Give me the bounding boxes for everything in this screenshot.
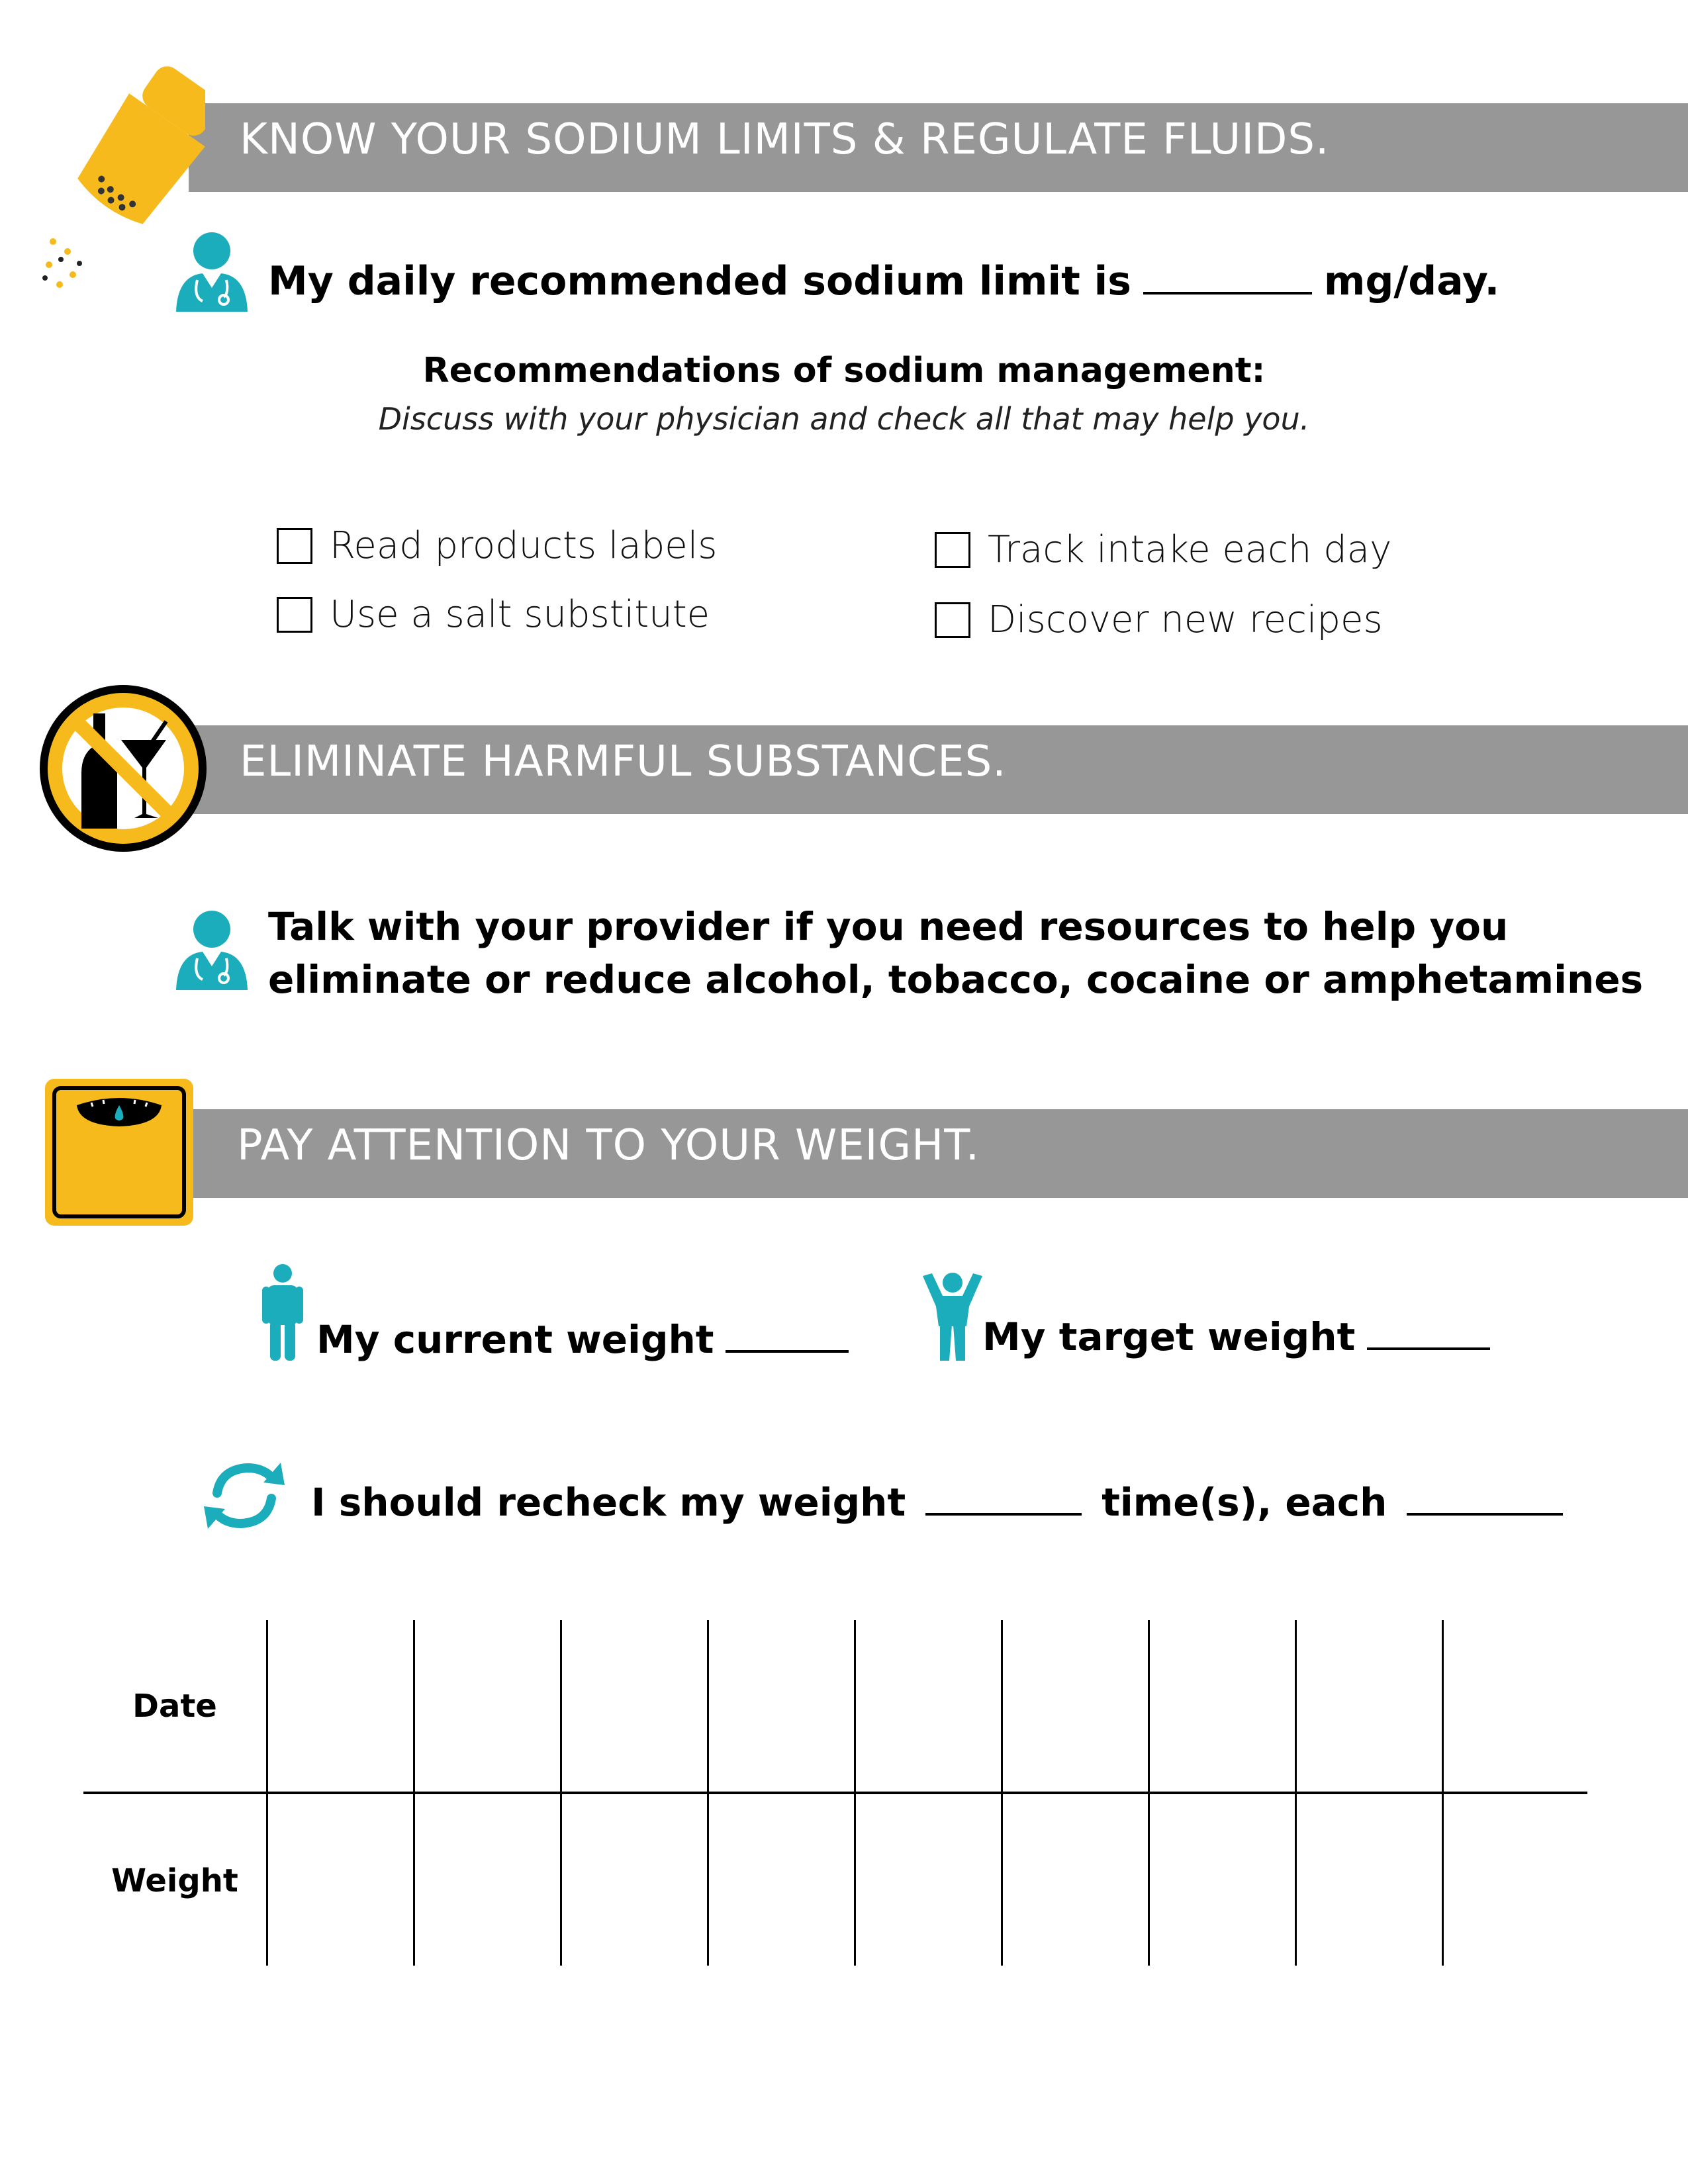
sodium-limit-line <box>268 258 1499 304</box>
person-standing-icon <box>259 1263 306 1362</box>
recommendations-title: Recommendations of sodium management: <box>422 351 1266 390</box>
table-column-divider <box>266 1620 268 1966</box>
table-horizontal-divider <box>83 1792 1587 1794</box>
checkbox[interactable] <box>935 532 970 568</box>
person-cheering-icon <box>916 1271 989 1363</box>
sodium-limit-blank[interactable] <box>1143 292 1312 295</box>
table-column-divider <box>1442 1620 1444 1966</box>
checkbox[interactable] <box>277 597 312 633</box>
weight-section-title: PAY ATTENTION TO YOUR WEIGHT. <box>237 1121 980 1170</box>
table-column-divider <box>707 1620 709 1966</box>
checkbox[interactable] <box>277 528 312 564</box>
recheck-middle: time(s), each <box>1102 1480 1387 1525</box>
table-row-label-weight: Weight <box>111 1862 238 1899</box>
target-weight-blank[interactable] <box>1367 1347 1490 1350</box>
doctor-icon <box>173 907 250 993</box>
checklist-item-track-intake[interactable] <box>935 528 1391 571</box>
table-column-divider <box>1148 1620 1150 1966</box>
current-weight-line <box>316 1317 861 1362</box>
table-column-divider <box>854 1620 856 1966</box>
recheck-prefix: I should recheck my weight <box>311 1480 906 1525</box>
recommendations-subtitle: Discuss with your physician and check all that may help you. <box>378 401 1310 437</box>
recheck-interval-blank[interactable] <box>1407 1513 1563 1516</box>
checklist-item-new-recipes[interactable] <box>935 598 1383 641</box>
recheck-times-blank[interactable] <box>925 1513 1082 1516</box>
sodium-limit-suffix: mg/day. <box>1323 258 1500 304</box>
table-row-label-date: Date <box>132 1688 217 1725</box>
target-weight-line <box>982 1314 1502 1359</box>
recheck-weight-line <box>311 1480 1583 1525</box>
table-column-divider <box>1001 1620 1003 1966</box>
table-column-divider <box>560 1620 562 1966</box>
current-weight-label: My current weight <box>316 1317 714 1362</box>
no-alcohol-icon <box>36 682 210 855</box>
sodium-section-title: KNOW YOUR SODIUM LIMITS & REGULATE FLUIDS. <box>240 115 1330 164</box>
provider-talk-line-1: Talk with your provider if you need resources to help you <box>268 904 1509 949</box>
substances-section-title: ELIMINATE HARMFUL SUBSTANCES. <box>240 737 1007 786</box>
target-weight-label: My target weight <box>982 1314 1356 1359</box>
provider-talk-text <box>268 900 1643 1006</box>
checklist-label: Discover new recipes <box>988 598 1383 641</box>
checklist-item-salt-substitute[interactable] <box>277 593 710 636</box>
table-column-divider <box>413 1620 415 1966</box>
checkbox[interactable] <box>935 602 970 638</box>
sodium-limit-prefix: My daily recommended sodium limit is <box>268 258 1131 304</box>
checklist-label: Track intake each day <box>988 528 1392 571</box>
checklist-item-read-labels[interactable] <box>277 524 717 567</box>
scale-icon <box>42 1076 196 1228</box>
doctor-icon <box>173 228 250 314</box>
checklist-label: Read products labels <box>330 524 718 567</box>
current-weight-blank[interactable] <box>726 1350 849 1353</box>
refresh-icon <box>199 1459 290 1533</box>
provider-talk-line-2: eliminate or reduce alcohol, tobacco, cocaine or amphetamines <box>268 957 1644 1002</box>
table-column-divider <box>1295 1620 1297 1966</box>
checklist-label: Use a salt substitute <box>330 593 710 636</box>
